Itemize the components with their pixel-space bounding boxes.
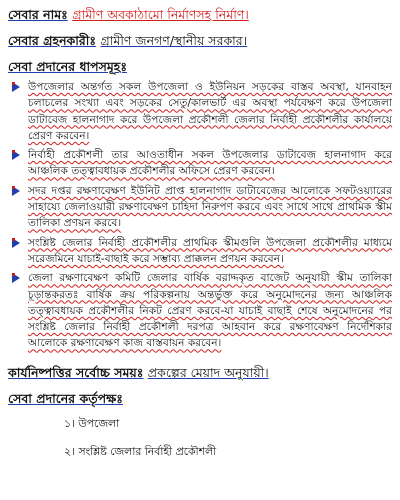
list-item — [8, 147, 392, 180]
authority-label: সেবা প্রদানের কর্তৃপক্ষঃ — [8, 390, 123, 406]
timeframe-label: কার্যনিষ্পত্তির সর্বোচ্চ সময়ঃ — [8, 364, 144, 380]
service-name-line — [8, 6, 392, 23]
authority-heading — [8, 390, 392, 407]
timeframe-value: প্রকল্পের মেয়াদ অনুযায়ী। — [147, 364, 269, 380]
steps-label: সেবা প্রদানের ধাপসমূহঃ — [8, 59, 128, 74]
step-text: উপজেলার অন্তর্গত সকল উপজেলা ও ইউনিয়ন সড়কের বাস্তব অবস্থা, যানবাহন চলাচলের সংখ্যা এবং সড়কের সেতু/কালভার্ট এর অবস্থা পর্যবেক্ষণ করে উপজেলা ডাটাবেজ হালনাগাদ করে উপজেলা প্রকৌশলী জেলার নির্বাহী প্রকৌশলীর কার্যালয়ে প্রেরণ করবেন। — [28, 81, 392, 142]
step-text: সংশ্লিষ্ট জেলার নির্বাহী প্রকৌশলীর প্রাথমিক স্কীমগুলি উপজেলা প্রকৌশলীর মাধ্যমে সরেজমিনে যাচাই-বাছাই করে সম্ভাব্য প্রাক্কলন প্রণয়ন করবেন। — [28, 236, 392, 265]
list-item — [8, 183, 392, 232]
step-text: জেলা রক্ষণাবেক্ষণ কমিটি জেলার বার্ষিক বরাদ্দকৃত বাজেট অনুযায়ী স্কীম তালিকা চূড়ান্তকরতঃ বার্ষিক ক্রয় পরিকল্পনায় অন্তর্ভুক্ত করে অনুমোদনের জন্য আঞ্চলিক তত্ত্বাবধায়ক প্রকৌশলীর নিকট প্রেরণ করবে-যা যাচাই বাছাই শেষে অনুমোদনের পর সংশ্লিষ্ট জেলার নির্বাহী প্রকৌশলী দরপত্র আহবান করে রক্ষণাবেক্ষণ নির্দেশিকার আলোকে রক্ষণাবেক্ষণ কাজ বাস্তবায়ন করবেন। — [28, 272, 392, 350]
list-item — [8, 270, 392, 351]
list-item: ২। সংশ্লিষ্ট জেলার নির্বাহী প্রকৌশলী — [64, 444, 217, 458]
list-item — [8, 235, 392, 268]
arrow-bullet-icon — [12, 82, 20, 92]
recipient-label: সেবার গ্রহনকারীঃ — [8, 33, 97, 48]
arrow-bullet-icon — [12, 273, 20, 283]
step-text: সদর দপ্তর রক্ষণাবেক্ষণ ইউনিট প্রাপ্ত হালনাগাদ ডাটাবেজের আলোকে সফটওয়্যারের সাহায্যে জেলাওয়ারী রক্ষণাবেক্ষণ চাহিদা নিরুপণ করবে এবং সাথে সাথে প্রাথমিক স্কীম তালিকা প্রণয়ন করবে। — [28, 184, 392, 230]
recipient-line — [8, 32, 392, 49]
list-item: ১। উপজেলা — [64, 416, 120, 430]
steps-list — [8, 79, 392, 352]
arrow-bullet-icon — [12, 150, 20, 160]
steps-heading — [8, 58, 392, 75]
service-name-value: গ্রামীণ অবকাঠামো নির্মাণসহ নির্মাণ। — [72, 7, 249, 22]
service-name-label: সেবার নামঃ — [8, 7, 68, 22]
list-item — [8, 79, 392, 144]
authority-list — [8, 415, 392, 461]
recipient-value: গ্রামীণ জনগণ/স্থানীয় সরকার। — [100, 33, 248, 48]
timeframe-line — [8, 364, 392, 381]
step-text: নির্বাহী প্রকৌশলী তার আওতাধীন সকল উপজেলার ডাটাবেজ হালনাগাদ করে আঞ্চলিক তত্ত্বাবধায়ক প্রকৌশলীর অফিসে প্রেরণ করবেন। — [28, 149, 392, 178]
arrow-bullet-icon — [12, 238, 20, 248]
arrow-bullet-icon — [12, 186, 20, 196]
